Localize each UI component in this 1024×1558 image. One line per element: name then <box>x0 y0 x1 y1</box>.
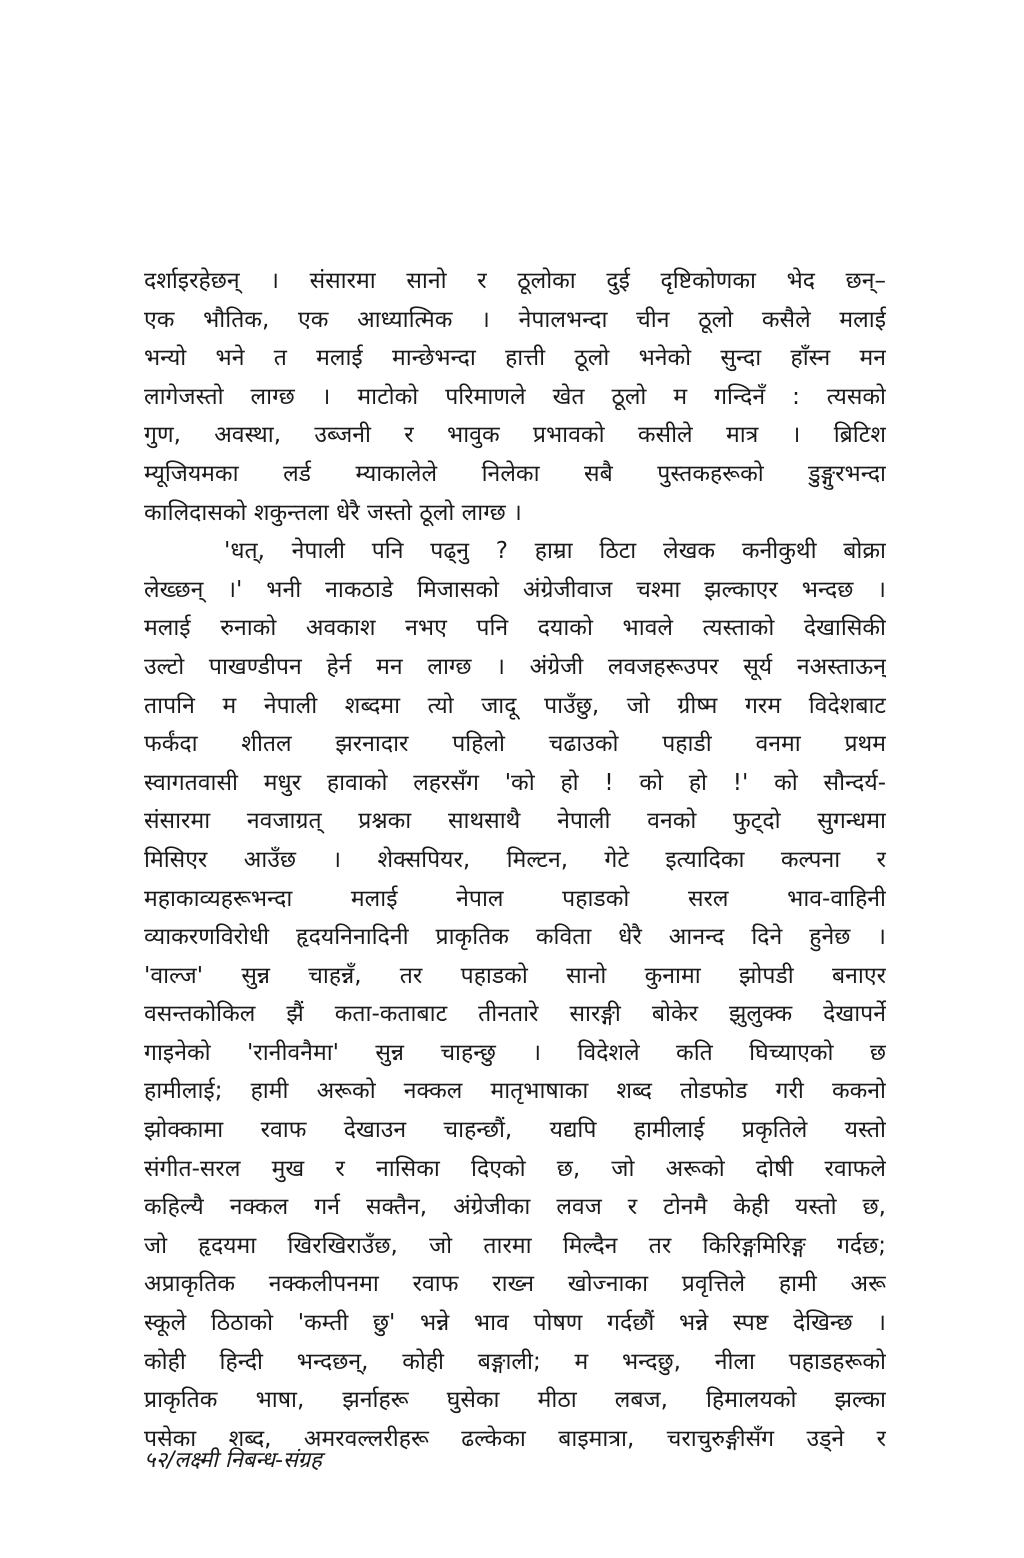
text-line: कोही हिन्दी भन्दछन्, कोही बङ्गाली; म भन्दछु, नीला पहाडहरूको <box>144 1348 886 1375</box>
text-line: 'धत्, नेपाली पनि पढ्नु ? हाम्रा ठिटा लेखक कनीकुथी बोक्रा <box>224 538 886 565</box>
text-line: दर्शाइरहेछन् । संसारमा सानो र ठूलोका दुई दृष्टिकोणका भेद छन्– <box>144 268 886 294</box>
text-line: लागेजस्तो लाग्छ । माटोको परिमाणले खेत ठूलो म गन्दिनँ : त्यसको <box>144 383 886 410</box>
text-line: स्कूले ठिठाको 'कम्ती छु' भन्ने भाव पोषण गर्दछौं भन्ने स्पष्ट देखिन्छ । <box>144 1310 886 1337</box>
text-line: स्वागतवासी मधुर हावाको लहरसँग 'को हो ! को हो !' को सौन्दर्य- <box>144 769 886 796</box>
text-line: गुण, अवस्था, उब्जनी र भावुक प्रभावको कसीले मात्र । ब्रिटिश <box>144 422 886 449</box>
body-text <box>144 262 886 1458</box>
text-line: पसेका शब्द, अमरवल्लरीहरू ढल्केका बाइमात्रा, चराचुरुङ्गीसँग उड्ने र <box>144 1425 886 1452</box>
page-footer: ५२/लक्ष्मी निबन्ध-संग्रह <box>144 1448 322 1473</box>
text-line: कहिल्यै नक्कल गर्न सक्तैन, अंग्रेजीका लवज र टोनमै केही यस्तो छ, <box>144 1194 886 1221</box>
text-line: संगीत-सरल मुख र नासिका दिएको छ, जो अरूको दोषी रवाफले <box>144 1155 886 1182</box>
text-line: गाइनेको 'रानीवनैमा' सुन्न चाहन्छु । विदेशले कति घिच्याएको छ <box>144 1039 886 1066</box>
text-line: फर्कंदा शीतल झरनादार पहिलो चढाउको पहाडी वनमा प्रथम <box>144 731 886 758</box>
text-line: लेख्छन् ।' भनी नाकठाडे मिजासको अंग्रेजीवाज चश्मा झल्काएर भन्दछ । <box>144 576 886 603</box>
text-line: हामीलाई; हामी अरूको नक्कल मातृभाषाका शब्द तोडफोड गरी ककनो <box>144 1078 886 1105</box>
text-line: तापनि म नेपाली शब्दमा त्यो जादू पाउँछु, जो ग्रीष्म गरम विदेशबाट <box>144 692 886 719</box>
text-line: व्याकरणविरोधी हृदयनिनादिनी प्राकृतिक कविता धेरै आनन्द दिने हुनेछ । <box>144 924 886 951</box>
text-line: अप्राकृतिक नक्कलीपनमा रवाफ राख्न खोज्नाका प्रवृत्तिले हामी अरू <box>144 1271 886 1298</box>
text-line: भन्यो भने त मलाई मान्छेभन्दा हात्ती ठूलो भनेको सुन्दा हाँस्न मन <box>144 345 886 372</box>
text-line: मलाई रुनाको अवकाश नभए पनि दयाको भावले त्यस्ताको देखासिकी <box>144 615 886 642</box>
text-line: कालिदासको शकुन्तला धेरै जस्तो ठूलो लाग्छ । <box>144 499 522 526</box>
text-line: उल्टो पाखण्डीपन हेर्न मन लाग्छ । अंग्रेजी लवजहरूउपर सूर्य नअस्ताऊन् <box>144 653 886 680</box>
text-line: वसन्तकोकिल झैं कता-कताबाट तीनतारे सारङ्गी बोकेर झुलुक्क देखापर्ने <box>144 1001 886 1028</box>
text-line: झोक्कामा रवाफ देखाउन चाहन्छौं, यद्यपि हामीलाई प्रकृतिले यस्तो <box>144 1117 886 1144</box>
text-line: एक भौतिक, एक आध्यात्मिक । नेपालभन्दा चीन ठूलो कसैले मलाई <box>144 306 886 333</box>
text-line: महाकाव्यहरूभन्दा मलाई नेपाल पहाडको सरल भाव-वाहिनी <box>144 885 886 912</box>
text-line: मिसिएर आउँछ । शेक्सपियर, मिल्टन, गेटे इत्यादिका कल्पना र <box>144 846 886 873</box>
text-line: 'वाल्ज' सुन्न चाहन्नँ, तर पहाडको सानो कुनामा झोपडी बनाएर <box>144 962 886 989</box>
text-line: संसारमा नवजाग्रत् प्रश्नका साथसाथै नेपाली वनको फुट्दो सुगन्धमा <box>144 808 886 835</box>
text-line: जो हृदयमा खिरखिराउँछ, जो तारमा मिल्दैन तर किरिङ्गमिरिङ्ग गर्दछ; <box>144 1232 886 1259</box>
text-line: प्राकृतिक भाषा, झर्नाहरू घुसेका मीठा लबज, हिमालयको झल्का <box>144 1387 886 1414</box>
text-line: म्यूजियमका लर्ड म्याकालेले निलेका सबै पुस्तकहरूको डुङ्गुरभन्दा <box>144 460 886 487</box>
